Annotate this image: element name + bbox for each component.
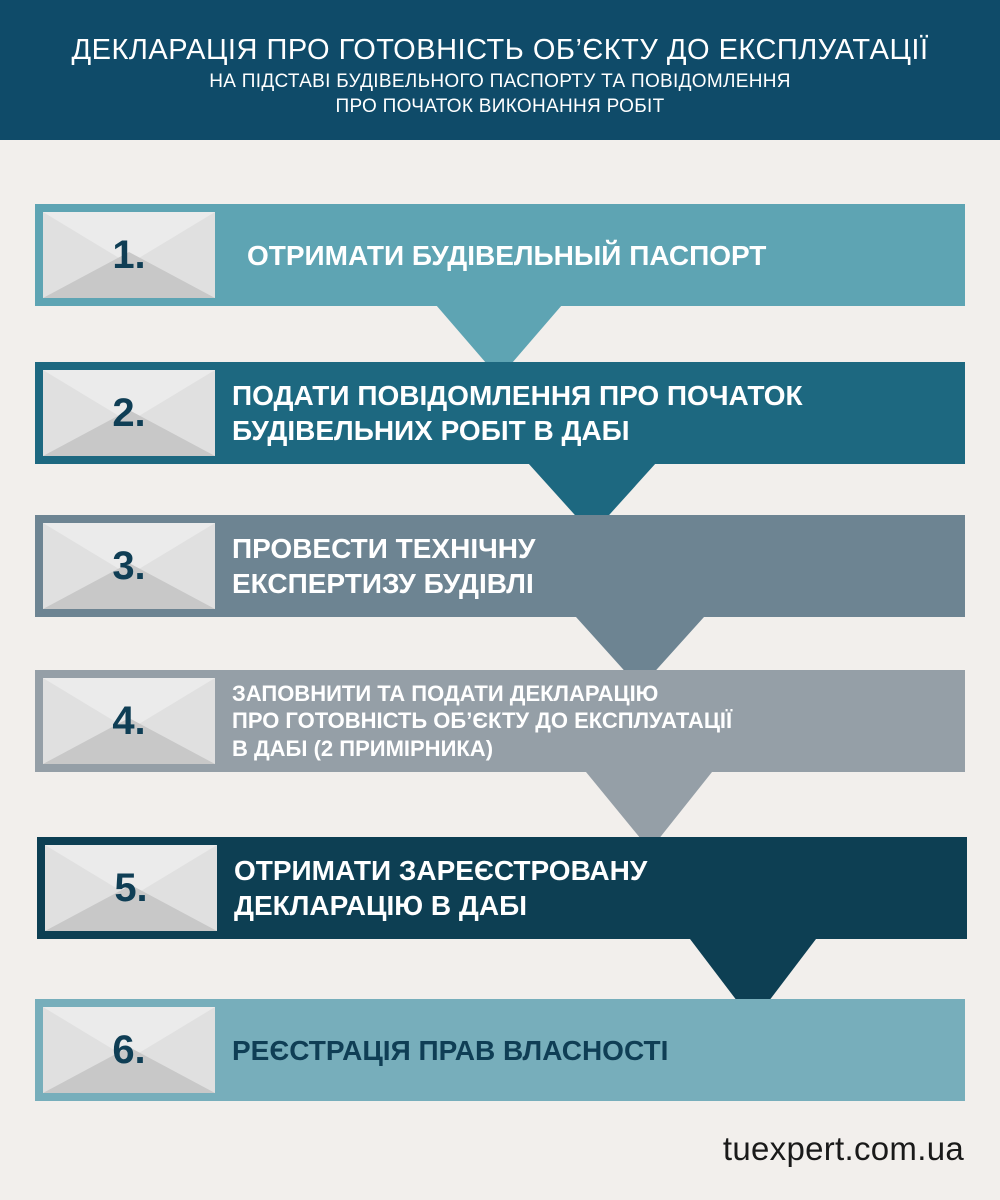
step-2	[35, 362, 965, 464]
step-text: ПОДАТИ ПОВІДОМЛЕННЯ ПРО ПОЧАТОК БУДІВЕЛЬНИХ РОБІТ В ДАБІ	[232, 380, 803, 446]
step-3	[35, 515, 965, 617]
step-text: ОТРИМАТИ БУДІВЕЛЬНЫЙ ПАСПОРТ	[247, 239, 767, 271]
step-text: ЗАПОВНИТИ ТА ПОДАТИ ДЕКЛАРАЦІЮ ПРО ГОТОВНІСТЬ ОБ’ЄКТУ ДО ЕКСПЛУАТАЦІЇ В ДАБІ (2 ПРИМІРНИКА)	[232, 680, 733, 761]
step-number: 6.	[112, 1027, 146, 1072]
step-1	[35, 204, 965, 306]
step-number: 4.	[112, 698, 146, 743]
step-number: 1.	[112, 232, 146, 277]
step-number: 2.	[112, 390, 146, 435]
step-number-box	[43, 1007, 215, 1093]
step-4	[35, 670, 965, 772]
step-number-box	[43, 370, 215, 456]
page-subtitle-line-2: ПРО ПОЧАТОК ВИКОНАННЯ РОБІТ	[335, 96, 665, 117]
step-number-box	[43, 678, 215, 764]
step-number: 3.	[112, 543, 146, 588]
step-number: 5.	[114, 865, 148, 910]
step-number-box	[43, 523, 215, 609]
step-number-box	[45, 845, 217, 931]
step-text: РЕЄСТРАЦІЯ ПРАВ ВЛАСНОСТІ	[232, 1034, 669, 1066]
site-watermark: tuexpert.com.ua	[722, 1130, 964, 1167]
page-subtitle-line-1: НА ПІДСТАВІ БУДІВЕЛЬНОГО ПАСПОРТУ ТА ПОВІДОМЛЕННЯ	[209, 71, 791, 92]
step-text: ОТРИМАТИ ЗАРЕЄСТРОВАНУ ДЕКЛАРАЦІЮ В ДАБІ	[234, 855, 648, 921]
page-title: ДЕКЛАРАЦІЯ ПРО ГОТОВНІСТЬ ОБ’ЄКТУ ДО ЕКСПЛУАТАЦІЇ	[71, 34, 929, 66]
step-6	[35, 999, 965, 1101]
step-5	[37, 837, 967, 939]
step-number-box	[43, 212, 215, 298]
step-text: ПРОВЕСТИ ТЕХНІЧНУ ЕКСПЕРТИЗУ БУДІВЛІ	[232, 533, 536, 599]
